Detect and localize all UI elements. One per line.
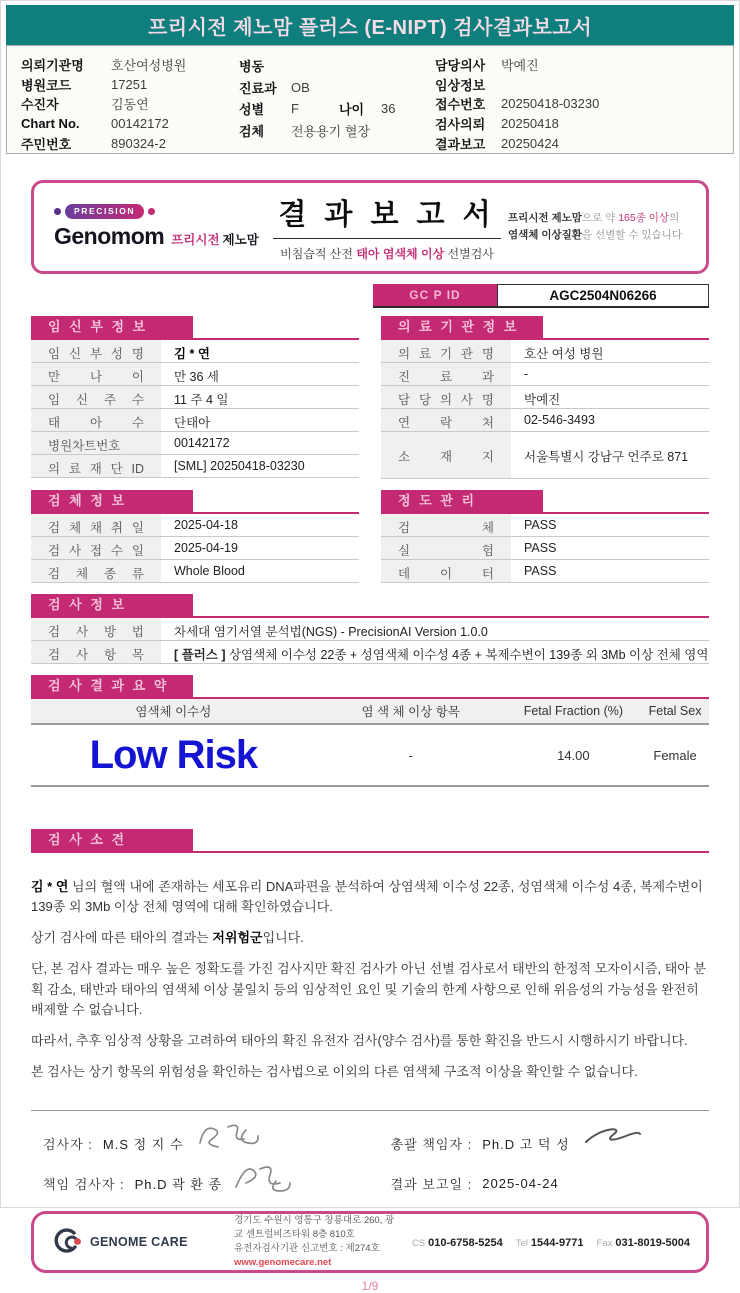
table-row: 검 사 접 수 일 2025-04-19: [31, 537, 359, 560]
brand-logo-text: Genomom: [54, 223, 165, 249]
field-value: 17251: [111, 76, 148, 92]
section-header: [31, 594, 709, 618]
order-row: [435, 94, 719, 114]
director-signature-line: [391, 1123, 701, 1163]
order-info-col2: [239, 55, 435, 153]
report-date-line: [391, 1163, 701, 1203]
field-label: 접수번호: [435, 97, 486, 113]
table-row: 검 체 채 취 일 2025-04-18: [31, 514, 359, 537]
order-row: [21, 133, 239, 153]
table-row: 소 재 지 서울특별시 강남구 언주로 871: [381, 432, 709, 479]
address-line-1: 경기도 수원시 영통구 창룡대로 260, 광교 센트럴비즈타워 8층 810호: [234, 1214, 395, 1240]
gc-p-id-bar: [373, 284, 709, 308]
section-institution-info: [381, 316, 709, 479]
chief-tester-signature-line: [43, 1163, 391, 1203]
tester-label: 검사자 :: [43, 1136, 93, 1152]
order-row: [239, 77, 435, 99]
field-label: 진료과: [239, 80, 277, 96]
document-body: [31, 180, 709, 1293]
order-row: [21, 94, 239, 114]
section-header: [381, 316, 709, 340]
order-row: [21, 75, 239, 95]
section-result-summary: [31, 675, 709, 787]
field-label: 병원코드: [21, 77, 72, 93]
fax-label: Fax: [596, 1238, 613, 1250]
order-row: [239, 120, 435, 142]
gc-p-id-label: GC P ID: [373, 284, 497, 306]
field-value: 36: [381, 101, 396, 117]
subtitle-accent: 태아 염색체 이상: [356, 247, 445, 261]
field-label: 결과보고: [435, 136, 486, 152]
section-title: 검 사 소 견: [31, 829, 193, 851]
findings-text: [31, 877, 709, 1082]
table-row: 데 이 터 PASS: [381, 560, 709, 583]
table-row: 검 사 방 법 차세대 염기서열 분석법(NGS) - PrecisionAI Version 1.0.0: [31, 618, 709, 641]
signature-block: [31, 1110, 709, 1203]
section-quality-control: [381, 490, 709, 583]
field-label: 주민번호: [21, 136, 72, 152]
company-name: GENOME CARE: [90, 1235, 188, 1250]
section-title: 정 도 관 리: [381, 490, 543, 512]
note-end: 의: [669, 211, 680, 224]
order-row: [239, 55, 435, 77]
field-label: 병동: [239, 59, 265, 75]
test-item-bold: [ 플러스 ]: [174, 648, 226, 662]
report-date-value: 2025-04-24: [482, 1175, 559, 1191]
table-row: 검 사 항 목 [ 플러스 ] 상염색체 이수성 22종 + 성염색체 이수성 4종 + 복제수변이 139종 외 3Mb 이상 전체 영역: [31, 641, 709, 664]
field-value: OB: [291, 79, 310, 95]
genome-care-logo-icon: [50, 1227, 84, 1257]
col-header-aneuploidy: 염색체 이수성: [135, 705, 212, 719]
col-header-fetal-fraction: Fetal Fraction (%): [523, 704, 624, 718]
field-label: 검체: [239, 123, 265, 139]
result-abnormal-item: -: [408, 747, 413, 763]
order-row: [435, 55, 719, 75]
table-row: 담 당 의 사 명 박예진: [381, 386, 709, 409]
order-row: [435, 75, 719, 95]
field-label: 수진자: [21, 97, 59, 113]
order-info-panel: [6, 45, 734, 154]
report-subtitle: [266, 245, 508, 262]
summary-result-row: [31, 725, 709, 787]
chief-tester-label: 책임 검사자 :: [43, 1176, 125, 1192]
tester-signature-line: [43, 1123, 391, 1163]
website-link[interactable]: www.genomecare.net: [234, 1257, 332, 1269]
page-title-bar: [6, 5, 734, 45]
address-line-2: 유전자검사기관 신고번호 : 제274호: [234, 1243, 380, 1255]
findings-paragraph: 상기 검사에 따른 태아의 결과는 저위험군입니다.: [31, 930, 304, 946]
fax-number: 031-8019-5004: [615, 1237, 690, 1250]
director-handwritten-signature: [580, 1124, 646, 1154]
company-contacts: [412, 1233, 690, 1251]
patient-name-bold: 김 * 연: [31, 879, 69, 894]
tester-handwritten-signature: [194, 1121, 268, 1157]
field-label: 나이: [339, 102, 365, 118]
field-label: 성별: [239, 102, 265, 118]
col-header-abnormal-item: 염 색 체 이상 항목: [361, 705, 460, 719]
order-row: [21, 55, 239, 75]
table-row: 검 체 PASS: [381, 514, 709, 537]
note-end2: 을 선별할 수 있습니다: [581, 229, 682, 241]
table-row: 연 락 처 02-546-3493: [381, 409, 709, 432]
badge-dot-icon: [54, 208, 61, 215]
section-header: [31, 675, 709, 699]
page-title: 프리시전 제노맘 플러스 (E-NIPT) 검사결과보고서: [147, 16, 593, 39]
findings-paragraph: 본 검사는 상기 항목의 위험성을 확인하는 검사법으로 이외의 다른 염색체 구조적 이상을 확인할 수 없습니다.: [31, 1063, 638, 1079]
field-value: F: [291, 101, 299, 117]
section-header: [31, 829, 709, 853]
field-label: 검사의뢰: [435, 117, 486, 133]
note-mid: 으로 약: [581, 211, 619, 224]
gc-p-id-value: AGC2504N06266: [497, 284, 709, 306]
section-title: 검 사 정 보: [31, 594, 193, 616]
order-row: [239, 98, 435, 120]
field-label: 임상정보: [435, 77, 486, 93]
section-title: 임 신 부 정 보: [31, 316, 193, 338]
subtitle-pre: 비침습적 산전: [280, 247, 357, 261]
findings-paragraph: 단, 본 검사 결과는 매우 높은 정확도를 가진 검사지만 확진 검사가 아닌 선별 검사로서 태반의 한정적 모자이시즘, 태아 분획 감소, 태반과 태아의 염색체 이상 불일치 등의 임상적인 요인 및 기술의 한계 사항으로 인해 위음성의 가능성을 완전히 배제할 수 없습니다.: [31, 961, 707, 1017]
badge-dot-icon: [148, 208, 155, 215]
note-bold2: 염색체 이상질환: [508, 229, 582, 241]
table-row: 임 신 부 성 명 김 * 연: [31, 340, 359, 363]
table-row: 진 료 과 -: [381, 363, 709, 386]
table-row: 의 료 기 관 명 호산 여성 병원: [381, 340, 709, 363]
field-label: 담당의사: [435, 58, 486, 74]
report-date-label: 결과 보고일 :: [390, 1176, 473, 1192]
cs-number: 010-6758-5254: [428, 1237, 503, 1250]
section-header: [381, 490, 709, 514]
table-row: 임 신 주 수 11 주 4 일: [31, 386, 359, 409]
genome-care-logo: [50, 1227, 220, 1257]
director-name: Ph.D 고 덕 성: [482, 1136, 570, 1152]
page-number: 1/9: [361, 1279, 379, 1293]
section-test-info: [31, 594, 709, 664]
report-header-box: [31, 180, 709, 274]
section-title: 검 체 정 보: [31, 490, 193, 512]
section-specimen-info: [31, 490, 359, 583]
field-label: 의뢰기관명: [21, 58, 84, 74]
table-row: 태 아 수 단태아: [31, 409, 359, 432]
chief-handwritten-signature: [232, 1161, 296, 1197]
order-info-col3: [435, 55, 719, 153]
test-item-rest: 상염색체 이수성 22종 + 성염색체 이수성 4종 + 복제수변이 139종 외 3Mb 이상 전체 영역: [225, 648, 709, 662]
section-header: [31, 490, 359, 514]
table-row: 검 체 종 류 Whole Blood: [31, 560, 359, 583]
footer-box: [31, 1211, 709, 1273]
field-value: 20250418-03230: [501, 96, 600, 112]
field-label: Chart No.: [21, 116, 80, 132]
field-value: 김동연: [111, 97, 149, 113]
section-maternal-info: [31, 316, 359, 479]
order-row: [435, 133, 719, 153]
section-title: 의 료 기 관 정 보: [381, 316, 543, 338]
order-info-col1: [21, 55, 239, 153]
director-label: 총괄 책임자 :: [390, 1136, 473, 1152]
section-header: [31, 316, 359, 340]
company-address: [234, 1214, 398, 1271]
result-fetal-sex: Female: [653, 747, 697, 763]
cs-label: CS: [411, 1238, 426, 1250]
findings-paragraph: 김 * 연 님의 혈액 내에 존재하는 세포유리 DNA파편을 분석하여 상염색체 이수성 22종, 성염색체 이수성 4종, 복제수변이 139종 외 3Mb 이상 전체 영역에 대해 확인하였습니다.: [31, 879, 703, 915]
field-value: 00142172: [111, 116, 169, 132]
note-accent: 165종 이상: [618, 211, 670, 224]
tester-name: M.S 정 지 수: [102, 1136, 184, 1152]
table-row: 만 나 이 만 36 세: [31, 363, 359, 386]
table-row: 실 험 PASS: [381, 537, 709, 560]
field-value: 전용용기 혈장: [291, 123, 370, 139]
brand-block: [54, 204, 266, 250]
order-row: [435, 114, 719, 134]
title-divider: [273, 238, 501, 239]
report-title: 결 과 보 고 서: [278, 199, 496, 231]
chief-tester-name: Ph.D 곽 환 종: [134, 1176, 223, 1192]
report-title-block: [266, 192, 508, 262]
col-header-fetal-sex: Fetal Sex: [648, 704, 702, 718]
tel-label: Tel: [515, 1238, 528, 1250]
subtitle-post: 선별검사: [444, 247, 494, 261]
field-value: 박예진: [501, 58, 539, 74]
brand-kr: 제노맘: [222, 233, 259, 247]
result-fetal-fraction: 14.00: [557, 747, 590, 763]
table-row: 병원차트번호 00142172: [31, 432, 359, 455]
tel-number: 1544-9771: [530, 1237, 584, 1250]
findings-paragraph: 따라서, 추후 임상적 상황을 고려하여 태아의 확진 유전자 검사(양수 검사)를 통한 확진을 반드시 시행하시기 바랍니다.: [31, 1032, 688, 1048]
field-value: 20250424: [501, 135, 559, 151]
note-bold: 프리시전 제노맘: [508, 211, 582, 224]
summary-column-headers: [31, 699, 709, 725]
result-low-risk: Low Risk: [89, 733, 258, 777]
section-findings: [31, 829, 709, 853]
table-row: 의 료 재 단 ID [SML] 20250418-03230: [31, 455, 359, 478]
brand-kr-accent: 프리시전: [171, 233, 220, 247]
field-value: 호산여성병원: [111, 58, 187, 74]
report-note: [508, 210, 686, 245]
field-value: 890324-2: [111, 135, 166, 151]
field-value: 20250418: [501, 116, 559, 132]
section-title: 검 사 결 과 요 약: [31, 675, 193, 697]
result-term-bold: 저위험군: [212, 930, 263, 946]
precision-badge: PRECISION: [65, 204, 144, 219]
order-row: [21, 114, 239, 134]
